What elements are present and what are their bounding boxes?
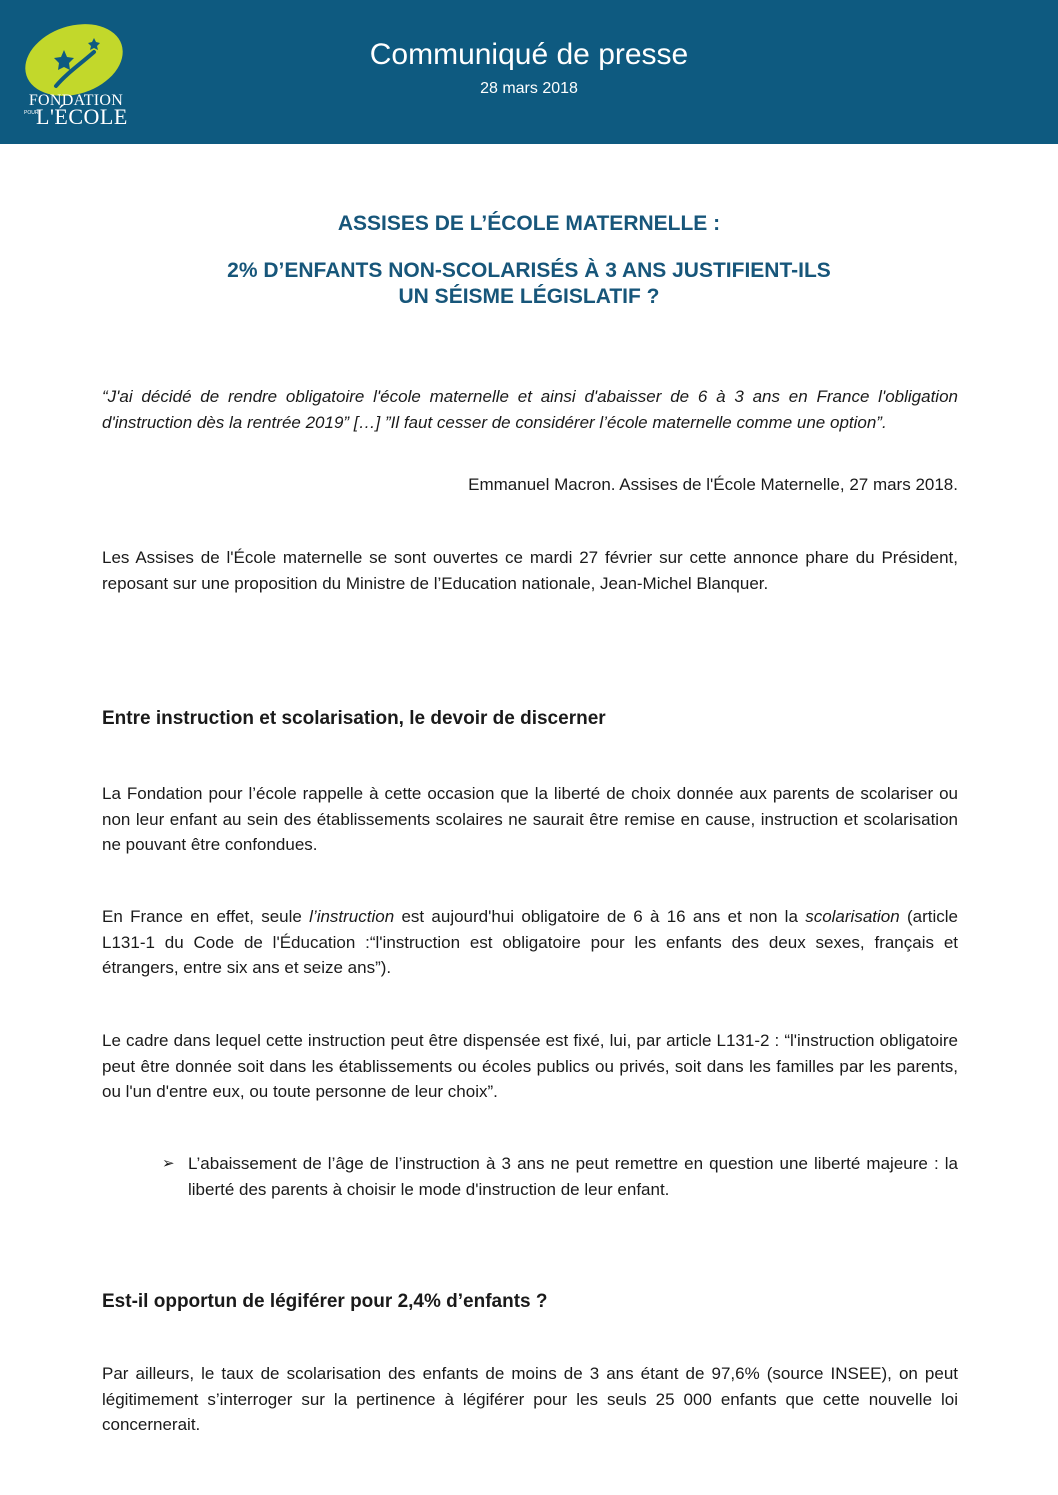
section-heading-instruction: Entre instruction et scolarisation, le devoir de discerner — [102, 708, 606, 729]
text-segment: est aujourd'hui obligatoire de 6 à 16 ans et non la — [394, 907, 806, 926]
paragraph-article-l131-1 — [102, 904, 958, 981]
paragraph-liberte-choix: La Fondation pour l’école rappelle à cette occasion que la liberté de choix donnée aux parents de scolariser ou non leur enfant au sein des établissements scolaires ne saurait être remise en cause, instruction et scolarisation ne pouvant être confondues. — [102, 784, 958, 854]
paragraph-taux-scolarisation: Par ailleurs, le taux de scolarisation des enfants de moins de 3 ans étant de 97,6% (source INSEE), on peut légitimement s’interroger sur la pertinence à légiférer pour les seuls 25 000 enfants que cette nouvelle loi concernerait. — [102, 1364, 958, 1434]
arrow-bullet-icon: ➢ — [162, 1155, 175, 1172]
header-banner — [0, 0, 1058, 144]
logo-text-pour: POUR — [24, 110, 39, 116]
bullet-text: L’abaissement de l’âge de l’instruction à 3 ans ne peut remettre en question une liberté majeure : la liberté des parents à choisir le mode d'instruction de leur enfant. — [188, 1154, 958, 1199]
intro-paragraph: Les Assises de l'École maternelle se sont ouvertes ce mardi 27 février sur cette annonce phare du Président, reposant sur une proposition du Ministre de l’Education nationale, Jean-Michel Blanquer. — [102, 548, 958, 593]
main-title-line3: UN SÉISME LÉGISLATIF ? — [398, 285, 660, 308]
logo-text-lecole: L'ÉCOLE — [36, 104, 128, 129]
macron-quote: “J'ai décidé de rendre obligatoire l'école maternelle et ainsi d'abaisser de 6 à 3 ans en France l'obligation d'instruction dès la rentrée 2019” […] ”Il faut cesser de considérer l’école maternelle comme une option”. — [102, 387, 958, 432]
header-date: 28 mars 2018 — [480, 80, 578, 97]
header-title: Communiqué de presse — [369, 38, 689, 71]
main-title-line1: ASSISES DE L’ÉCOLE MATERNELLE : — [337, 212, 721, 235]
logo-text-fondation: FONDATION — [28, 92, 124, 109]
emphasis-instruction: l’instruction — [309, 907, 395, 926]
section-heading-legiferer: Est-il opportun de légiférer pour 2,4% d’enfants ? — [102, 1291, 548, 1312]
paragraph-article-l131-2: Le cadre dans lequel cette instruction peut être dispensée est fixé, lui, par article L131-2 : “l'instruction obligatoire peut être donnée soit dans les établissements ou écoles publics ou privés, soit dans les familles par les parents, ou l'un d'entre eux, ou toute personne de leur choix”. — [102, 1031, 958, 1101]
quote-attribution: Emmanuel Macron. Assises de l'École Maternelle, 27 mars 2018. — [468, 475, 958, 494]
main-title-line2: 2% D’ENFANTS NON-SCOLARISÉS À 3 ANS JUSTIFIENT-ILS — [227, 259, 831, 282]
emphasis-scolarisation: scolarisation — [805, 907, 900, 926]
text-segment: (article L131-1 du Code de l'Éducation :“l'instruction est obligatoire pour les enfants des deux sexes, français et étrangers, entre six ans et seize ans”). — [102, 907, 958, 977]
bullet-point — [162, 1151, 958, 1203]
text-segment: En France en effet, seule — [102, 907, 310, 926]
